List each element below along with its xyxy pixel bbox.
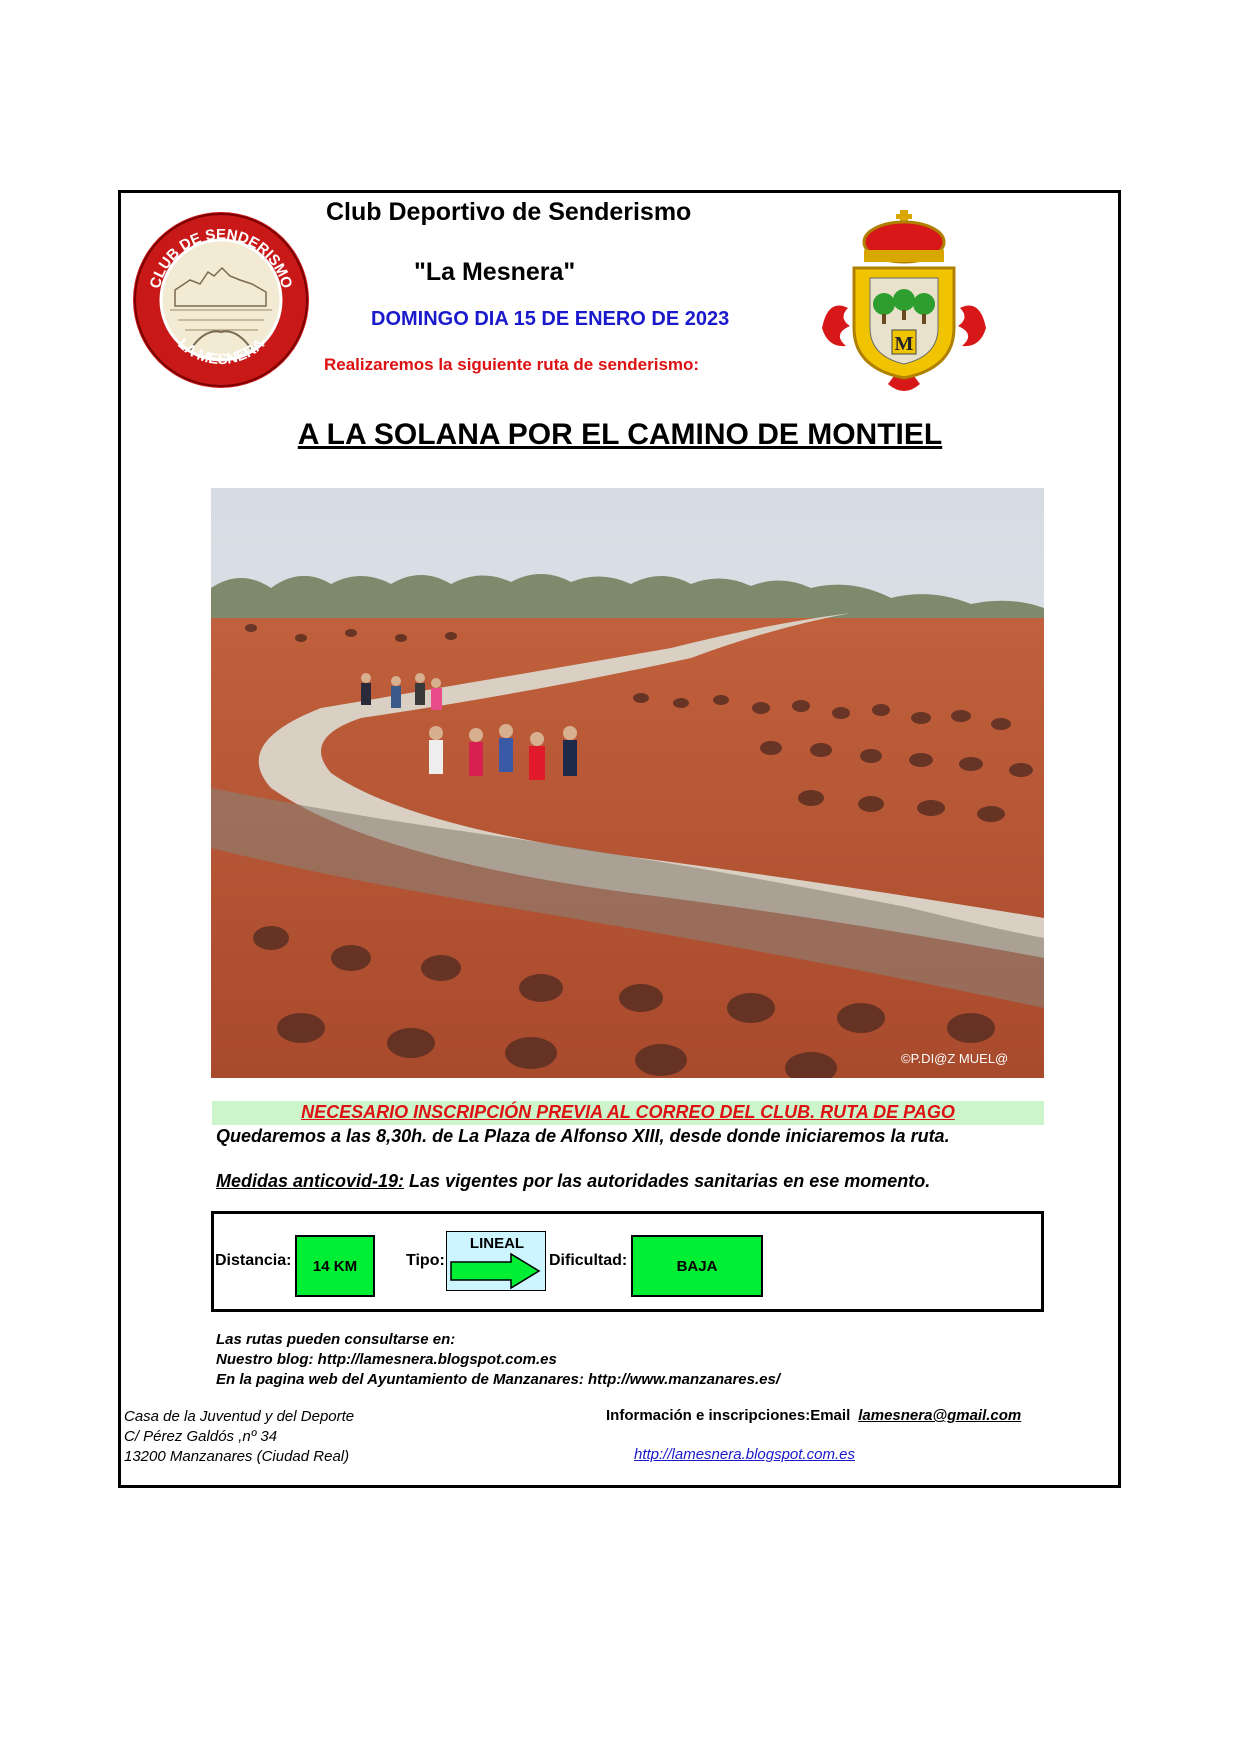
type-label: Tipo: <box>406 1252 445 1269</box>
registration-notice: NECESARIO INSCRIPCIÓN PREVIA AL CORREO DEL CLUB. RUTA DE PAGO <box>301 1102 955 1122</box>
covid-measures <box>216 1171 930 1192</box>
type-box <box>446 1231 546 1291</box>
arrow-right-icon <box>449 1252 543 1290</box>
covid-text: Las vigentes por las autoridades sanitarias en ese momento. <box>404 1171 931 1191</box>
routes-info-web[interactable]: En la pagina web del Ayuntamiento de Manzanares: http://www.manzanares.es/ <box>216 1371 781 1388</box>
club-name: Club Deportivo de Senderismo <box>326 198 692 226</box>
address-line2: C/ Pérez Galdós ,nº 34 <box>124 1428 278 1445</box>
covid-label: Medidas anticovid-19: <box>216 1171 405 1191</box>
club-logo-top-text: CLUB DE SENDERISMO <box>146 225 296 291</box>
difficulty-label: Dificultad: <box>549 1252 628 1269</box>
club-logo <box>130 210 312 390</box>
photo-credit: ©P.DI@Z MUEL@ <box>901 1051 1009 1066</box>
distance-label: Distancia: <box>215 1252 292 1269</box>
email-link[interactable]: lamesnera@gmail.com <box>858 1407 1022 1424</box>
route-photo <box>211 488 1044 1078</box>
routes-info <box>216 1330 780 1390</box>
address-line1: Casa de la Juventud y del Deporte <box>124 1408 355 1425</box>
club-address <box>124 1407 354 1467</box>
contact-info <box>606 1407 1021 1424</box>
crest-letter: M <box>894 333 914 355</box>
event-date: DOMINGO DIA 15 DE ENERO DE 2023 <box>371 308 730 330</box>
intro-line: Realizaremos la siguiente ruta de senderismo: <box>324 355 700 374</box>
address-line3: 13200 Manzanares (Ciudad Real) <box>124 1448 350 1465</box>
route-title: A LA SOLANA POR EL CAMINO DE MONTIEL <box>297 418 943 451</box>
type-value: LINEAL <box>469 1235 525 1252</box>
distance-value: 14 KM <box>295 1235 375 1297</box>
town-crest <box>818 208 990 400</box>
route-photo-illustration <box>211 488 1044 1078</box>
routes-info-line1: Las rutas pueden consultarse en: <box>216 1331 456 1348</box>
routes-info-blog[interactable]: Nuestro blog: http://lamesnera.blogspot.com.es <box>216 1351 557 1368</box>
difficulty-value: BAJA <box>631 1235 763 1297</box>
blog-link[interactable]: http://lamesnera.blogspot.com.es <box>634 1446 855 1463</box>
contact-label: Información e inscripciones:Email <box>606 1407 851 1424</box>
club-logo-bottom-text: LA MESNERA <box>174 335 268 369</box>
club-nickname: "La Mesnera" <box>414 258 576 286</box>
meeting-point: Quedaremos a las 8,30h. de La Plaza de Alfonso XIII, desde donde iniciaremos la ruta. <box>216 1126 950 1146</box>
